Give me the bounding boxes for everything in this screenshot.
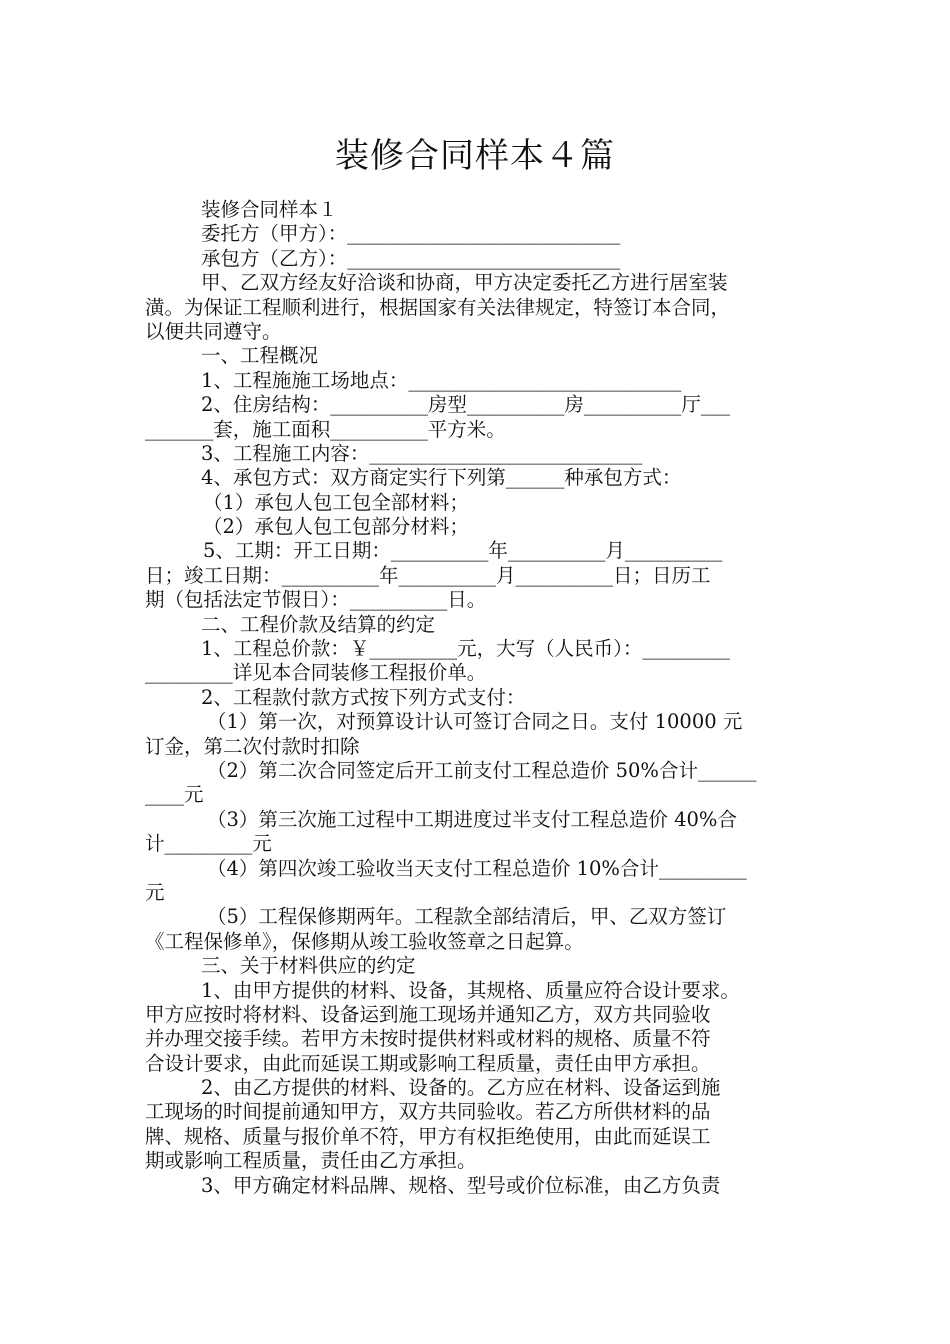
document-line: ____元	[145, 783, 204, 807]
document-line: 订金，第二次付款时扣除	[145, 734, 360, 758]
document-line: 4、承包方式：双方商定实行下列第______种承包方式：	[201, 466, 682, 490]
document-title: 装修合同样本４篇	[335, 136, 615, 176]
document-line: （4）第四次竣工验收当天支付工程总造价 10%合计_________	[207, 856, 747, 880]
document-line: 元	[145, 880, 165, 904]
document-line: 3、工程施工内容：____________________________	[201, 441, 643, 465]
document-line: 并办理交接手续。若甲方未按时提供材料或材料的规格、质量不符	[145, 1027, 711, 1051]
document-line: 1、工程施施工场地点：____________________________	[201, 368, 682, 392]
document-line: （5）工程保修期两年。工程款全部结清后，甲、乙双方签订	[207, 905, 727, 929]
document-line: 日；竣工日期：__________年__________月__________日；日历工	[145, 563, 711, 587]
document-line: （2）第二次合同签定后开工前支付工程总造价 50%合计______	[207, 758, 757, 782]
document-line: 装修合同样本１	[201, 198, 338, 221]
document-line: _______套，施工面积__________平方米。	[145, 417, 506, 441]
document-body	[145, 198, 809, 1198]
document-line: 牌、规格、质量与报价单不符，甲方有权拒绝使用，由此而延误工	[145, 1124, 711, 1148]
document-line: 以便共同遵守。	[145, 319, 282, 343]
document-line: 3、甲方确定材料品牌、规格、型号或价位标准，由乙方负责	[201, 1173, 721, 1197]
document-line: 《工程保修单》，保修期从竣工验收签章之日起算。	[145, 929, 584, 953]
document-line: 委托方（甲方）：____________________________	[201, 222, 621, 246]
document-line: 1、由甲方提供的材料、设备，其规格、质量应符合设计要求。	[201, 978, 740, 1002]
document-line: 合设计要求，由此而延误工期或影响工程质量，责任由甲方承担。	[145, 1051, 711, 1075]
document-line: （3）第三次施工过程中工期进度过半支付工程总造价 40%合	[207, 807, 737, 831]
document-line: 2、工程款付款方式按下列方式支付：	[201, 685, 526, 709]
document-line: 潢。为保证工程顺利进行，根据国家有关法律规定，特签订本合同，	[145, 295, 731, 319]
document-line: 三、关于材料供应的约定	[201, 954, 416, 978]
document-line: 1、工程总价款：￥_________元，大写（人民币）：_________	[201, 637, 731, 661]
document-line: 期或影响工程质量，责任由乙方承担。	[145, 1149, 477, 1173]
document-line: 5、工期：开工日期：__________年__________月__________	[203, 539, 723, 563]
document-line: 承包方（乙方）：____________________________	[201, 246, 621, 270]
document-line: 2、住房结构：__________房型__________房__________厅___	[201, 393, 731, 417]
document-line: 一、工程概况	[201, 344, 319, 368]
document-line: （1）第一次，对预算设计认可签订合同之日。支付 10000 元	[207, 710, 743, 734]
document-line: 甲方应按时将材料、设备运到施工现场并通知乙方，双方共同验收	[145, 1002, 711, 1026]
document-line: 2、由乙方提供的材料、设备的。乙方应在材料、设备运到施	[201, 1076, 721, 1100]
document-line: 工现场的时间提前通知甲方，双方共同验收。若乙方所供材料的品	[145, 1100, 711, 1124]
document-line: （1）承包人包工包全部材料；	[203, 490, 469, 514]
document-line: 二、工程价款及结算的约定	[201, 612, 436, 636]
document-line: 期（包括法定节假日）：__________日。	[145, 588, 487, 612]
document-line: （2）承包人包工包部分材料；	[203, 515, 469, 539]
document-line: _________详见本合同装修工程报价单。	[145, 661, 487, 685]
document-line: 甲、乙双方经友好洽谈和协商，甲方决定委托乙方进行居室装	[201, 271, 728, 295]
document-line: 计_________元	[145, 832, 272, 856]
